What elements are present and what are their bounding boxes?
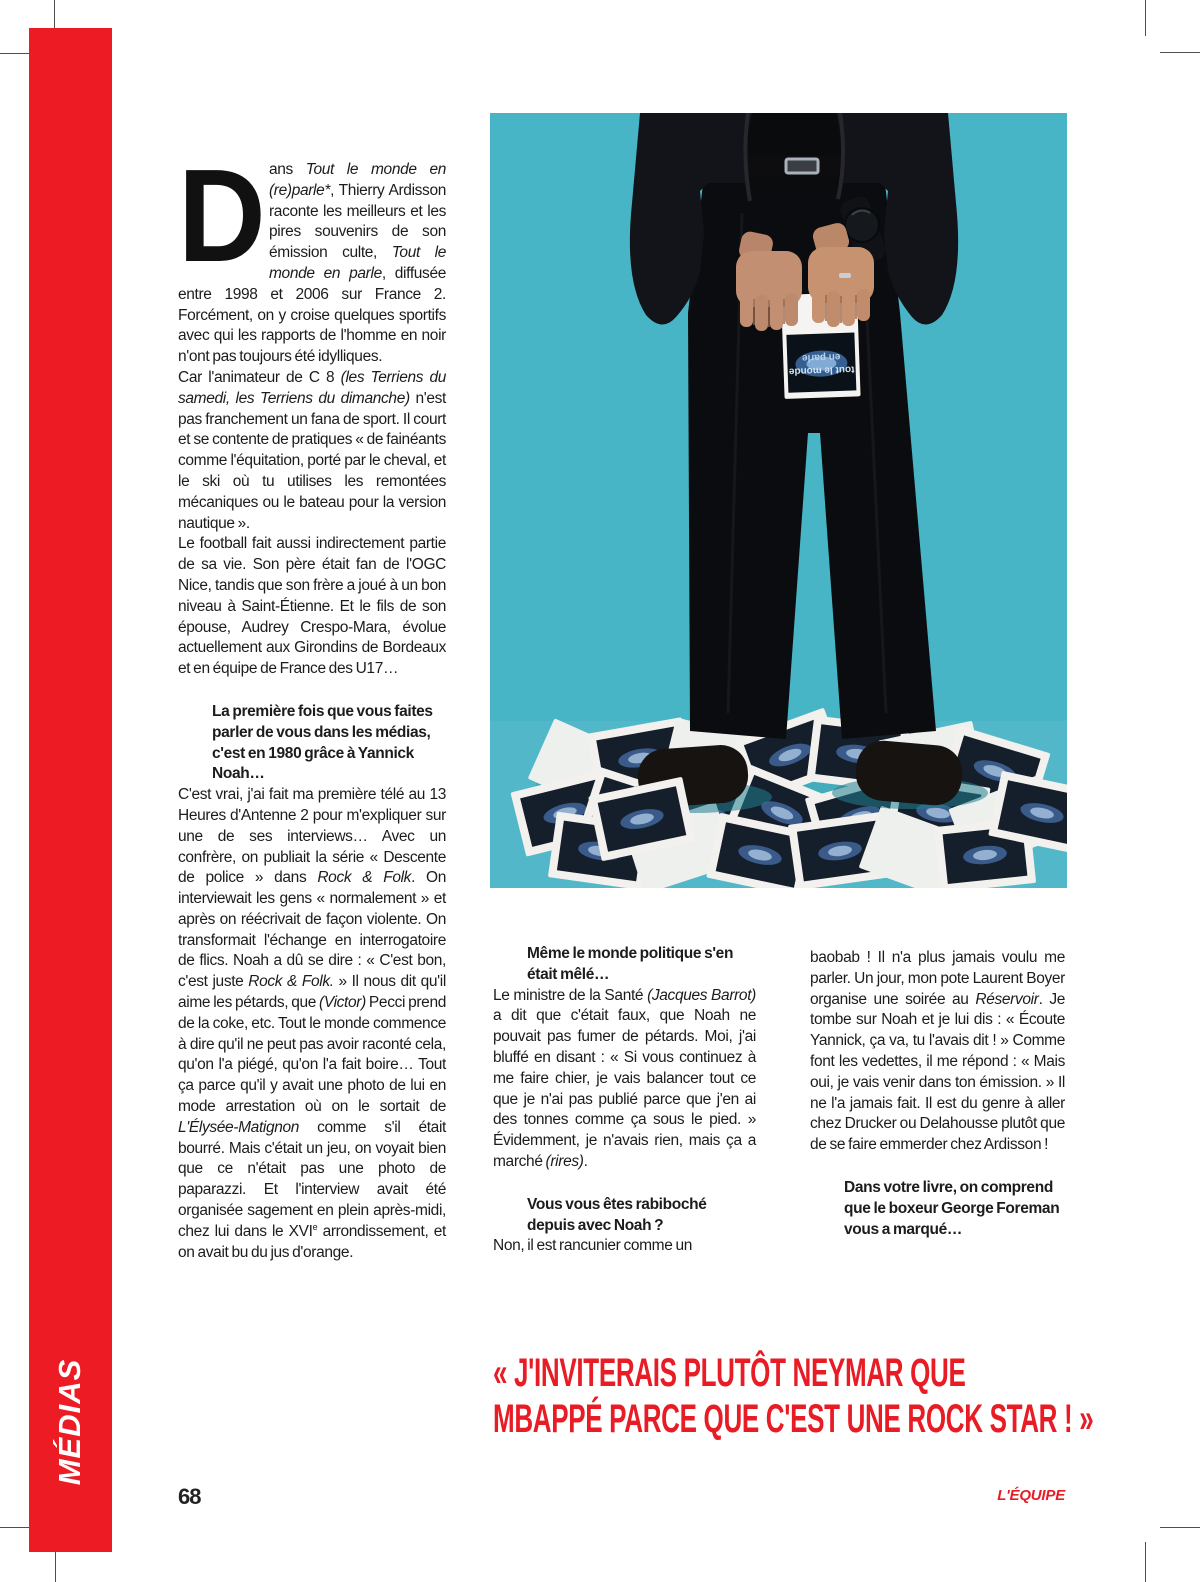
lequipe-logo: L'ÉQUIPE [997, 1487, 1065, 1504]
ardisson-photo [490, 113, 1067, 888]
belt-buckle [786, 159, 818, 173]
card-logo-text-line1: tout le monde [788, 363, 855, 377]
body-paragraph: Dans Tout le monde en (re)parle*, Thierry Ardisson raconte les meilleurs et les pires souvenirs de son émission culte, Tout le monde en parle, diffusée entre 1998 et 2006 sur France 2. Forcément, on y croise quelques sportifs avec qui les rapports de l'homme en noir n'ont pas toujours été idylliques. [178, 142, 447, 366]
drop-cap: D [178, 142, 266, 289]
body-paragraph: C'est vrai, j'ai fait ma première télé au 13 Heures d'Antenne 2 pour m'expliquer sur une de ses interviews… Avec un confrère, on publiait la série « Descente de police » dans Rock & Folk. On interviewait les gens « normalement » et après on réécrivait de façon violente. On transformait l'échange en interrogatoire de flics. Noah a dû se dire : « C'est bon, c'est juste Rock & Folk. » Il nous dit qu'il aime les pétards, que (Victor) Pecci prend de la coke, etc. Tout le monde commence à dire qu'il ne peut pas avoir raconté cela, qu'on l'a piégé, qu'on l'a fait boire… Tout ça parce qu'il y avait une photo de lui en mode arrestation où on le sortait de L'Élysée-Matignon comme s'il était bourré. Mais c'était un jeu, on voyait bien que ce n'était pas une photo de paparazzi. Et l'interview avait été organisée sagement en plein après-midi, chez lui dans le XVIe arrondissement, et on avait bu du jus d'orange. [178, 786, 447, 1261]
pull-quote [493, 1350, 1094, 1442]
card-logo-text-line2: en parle [801, 350, 841, 364]
body-paragraph: Le ministre de la Santé (Jacques Barrot) a dit que c'était faux, que Noah ne pouvait pas fumer de pétards. Moi, j'ai bluffé en disant : « Si vous continuez à me faire chier, je vais balancer tout ce que je n'ai pas publié parce que j'en ai des tonnes comme ça sous le pied. » Évidemment, je n'avais rien, mais ça a marché (rires). [493, 986, 756, 1170]
ring [839, 273, 851, 278]
interview-question: La première fois que vous faites parler de vous dans les médias, c'est en 1980 grâce à Yannick Noah… [212, 702, 433, 783]
page-number: 68 [178, 1484, 201, 1509]
article-column-2 [493, 944, 756, 1257]
section-bar [29, 28, 112, 1552]
pull-quote-line-2: MBAPPÉ PARCE QUE C'EST UNE ROCK STAR ! » [493, 1397, 1094, 1441]
body-paragraph: Le football fait aussi indirectement partie de sa vie. Son père était fan de l'OGC Nice, tandis que son frère a joué à un bon niveau à Saint-Étienne. Et le fils de son épouse, Audrey Crespo-Mara, évolue actuellement aux Girondins de Bordeaux et en équipe de France des U17… [178, 535, 446, 678]
section-label: MÉDIAS [52, 1358, 87, 1486]
ardisson-photo-illustration [490, 113, 1067, 888]
pull-quote-line-1: « J'INVITERAIS PLUTÔT NEYMAR QUE [493, 1351, 966, 1395]
body-paragraph: baobab ! Il n'a plus jamais voulu me parler. Un jour, mon pote Laurent Boyer organise une soirée au Réservoir. Je tombe sur Noah et je lui dis : « Écoute Yannick, ça va, tu l'avais dit ! » Comme font les vedettes, il me répond : « Mais oui, je vais venir dans ton émission. » Il ne l'a jamais fait. Il est du genre à aller chez Drucker ou Delahousse plutôt que de se faire emmerder chez Ardisson ! [810, 949, 1066, 1154]
interview-question: Vous vous êtes rabiboché depuis avec Noah ? [527, 1195, 707, 1234]
interview-question: Dans votre livre, on comprend que le boxeur George Foreman vous a marqué… [844, 1178, 1060, 1238]
interview-question: Même le monde politique s'en était mêlé… [527, 945, 734, 983]
body-paragraph: Car l'animateur de C 8 (les Terriens du samedi, les Terriens du dimanche) n'est pas franchement un fana de sport. Il court et se contente de pratiques « de fainéants comme l'équitation, porté par le cheval, et le ski où tu utilises les remontées mécaniques ou le bateau pour la version nautique ». [178, 368, 447, 532]
article-column-1 [178, 142, 447, 1263]
body-paragraph: Non, il est rancunier comme un [493, 1237, 693, 1255]
article-column-3 [810, 948, 1065, 1240]
